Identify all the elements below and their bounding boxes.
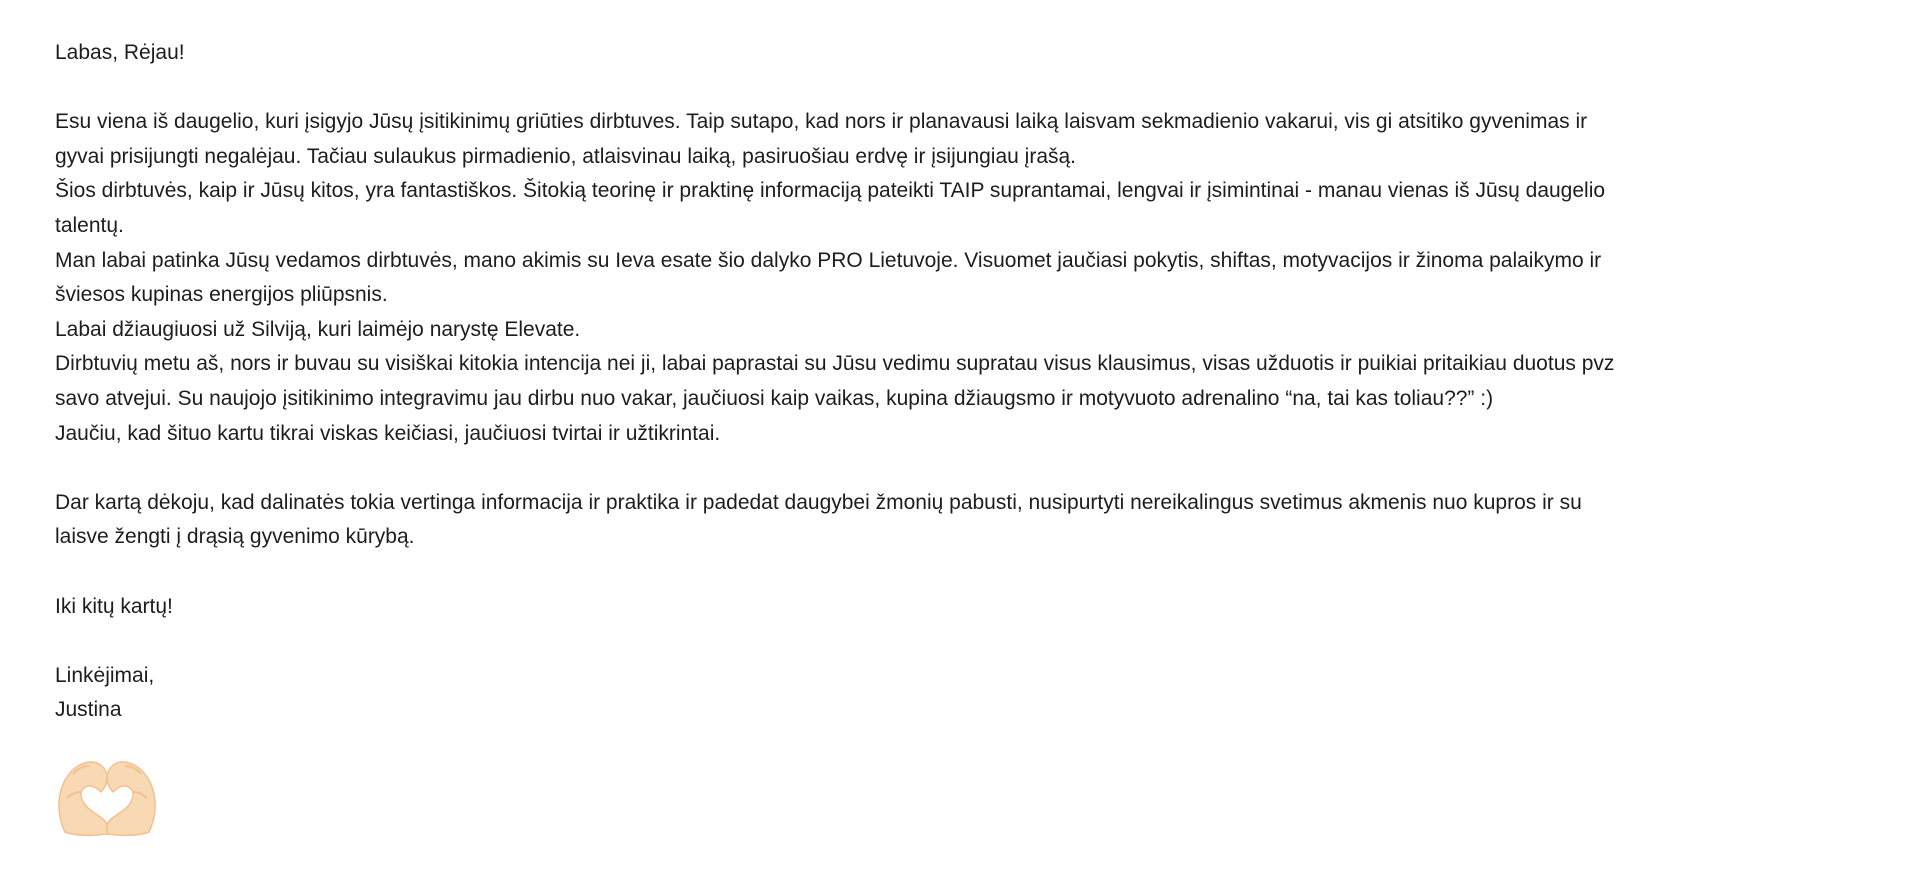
signature-name: Justina [55,698,122,722]
heart-hands-left-hand [59,762,107,835]
heart-hands-icon [55,754,159,838]
heart-hands-right-hand [107,762,155,835]
paragraph-line: talentų. [55,213,124,237]
paragraph-line: Jaučiu, kad šituo kartu tikrai viskas keičiasi, jaučiuosi tvirtai ir užtikrintai. [55,421,721,445]
paragraph-line: šviesos kupinas energijos pliūpsnis. [55,283,388,307]
email-body [55,36,1865,728]
spacer [55,71,1865,106]
paragraph-line: gyvai prisijungti negalėjau. Tačiau sulaukus pirmadienio, atlaisvinau laiką, pasiruošiau erdvę ir įsijungiau įrašą. [55,144,1077,168]
spacer [55,555,1865,590]
paragraph-line: Esu viena iš daugelio, kuri įsigyjo Jūsų įsitikinimų griūties dirbtuves. Taip sutapo, kad nors ir planavausi laiką laisvam sekmadienio vakarui, vis gi atsitiko gyvenimas ir [55,110,1588,134]
spacer [55,624,1865,659]
paragraph-line: Labai džiaugiuosi už Silviją, kuri laimėjo narystę Elevate. [55,317,581,341]
regards-line: Linkėjimai, [55,663,155,687]
paragraph-1 [55,105,1865,451]
heart-hands-icon-graphic [55,754,159,838]
paragraph-line: laisve žengti į drąsią gyvenimo kūrybą. [55,525,415,549]
paragraph-line: Dar kartą dėkoju, kad dalinatės tokia vertinga informacija ir praktika ir padedat daugybei žmonių pabusti, nusipurtyti nereikalingus svetimus akmenis nuo kupros ir su [55,490,1582,514]
closing-line: Iki kitų kartų! [55,594,173,618]
spacer [55,451,1865,486]
paragraph-line: Šios dirbtuvės, kaip ir Jūsų kitos, yra fantastiškos. Šitokią teorinę ir praktinę informaciją pateikti TAIP suprantamai, lengvai ir įsimintinai - manau vienas iš Jūsų daugelio [55,179,1606,203]
paragraph-line: Man labai patinka Jūsų vedamos dirbtuvės, mano akimis su Ieva esate šio dalyko PRO Lietuvoje. Visuomet jaučiasi pokytis, shiftas, motyvacijos ir žinoma palaikymo ir [55,248,1602,272]
paragraph-line: savo atvejui. Su naujojo įsitikinimo integravimu jau dirbu nuo vakar, jaučiuosi kaip vaikas, kupina džiaugsmo ir motyvuoto adrenalino “na, tai kas toliau??” :) [55,386,1494,410]
paragraph-2 [55,486,1865,555]
paragraph-line: Dirbtuvių metu aš, nors ir buvau su visiškai kitokia intencija nei ji, labai paprastai su Jūsu vedimu supratau visus klausimus, visas užduotis ir puikiai pritaikiau duotus pvz [55,352,1615,376]
greeting: Labas, Rėjau! [55,41,185,64]
